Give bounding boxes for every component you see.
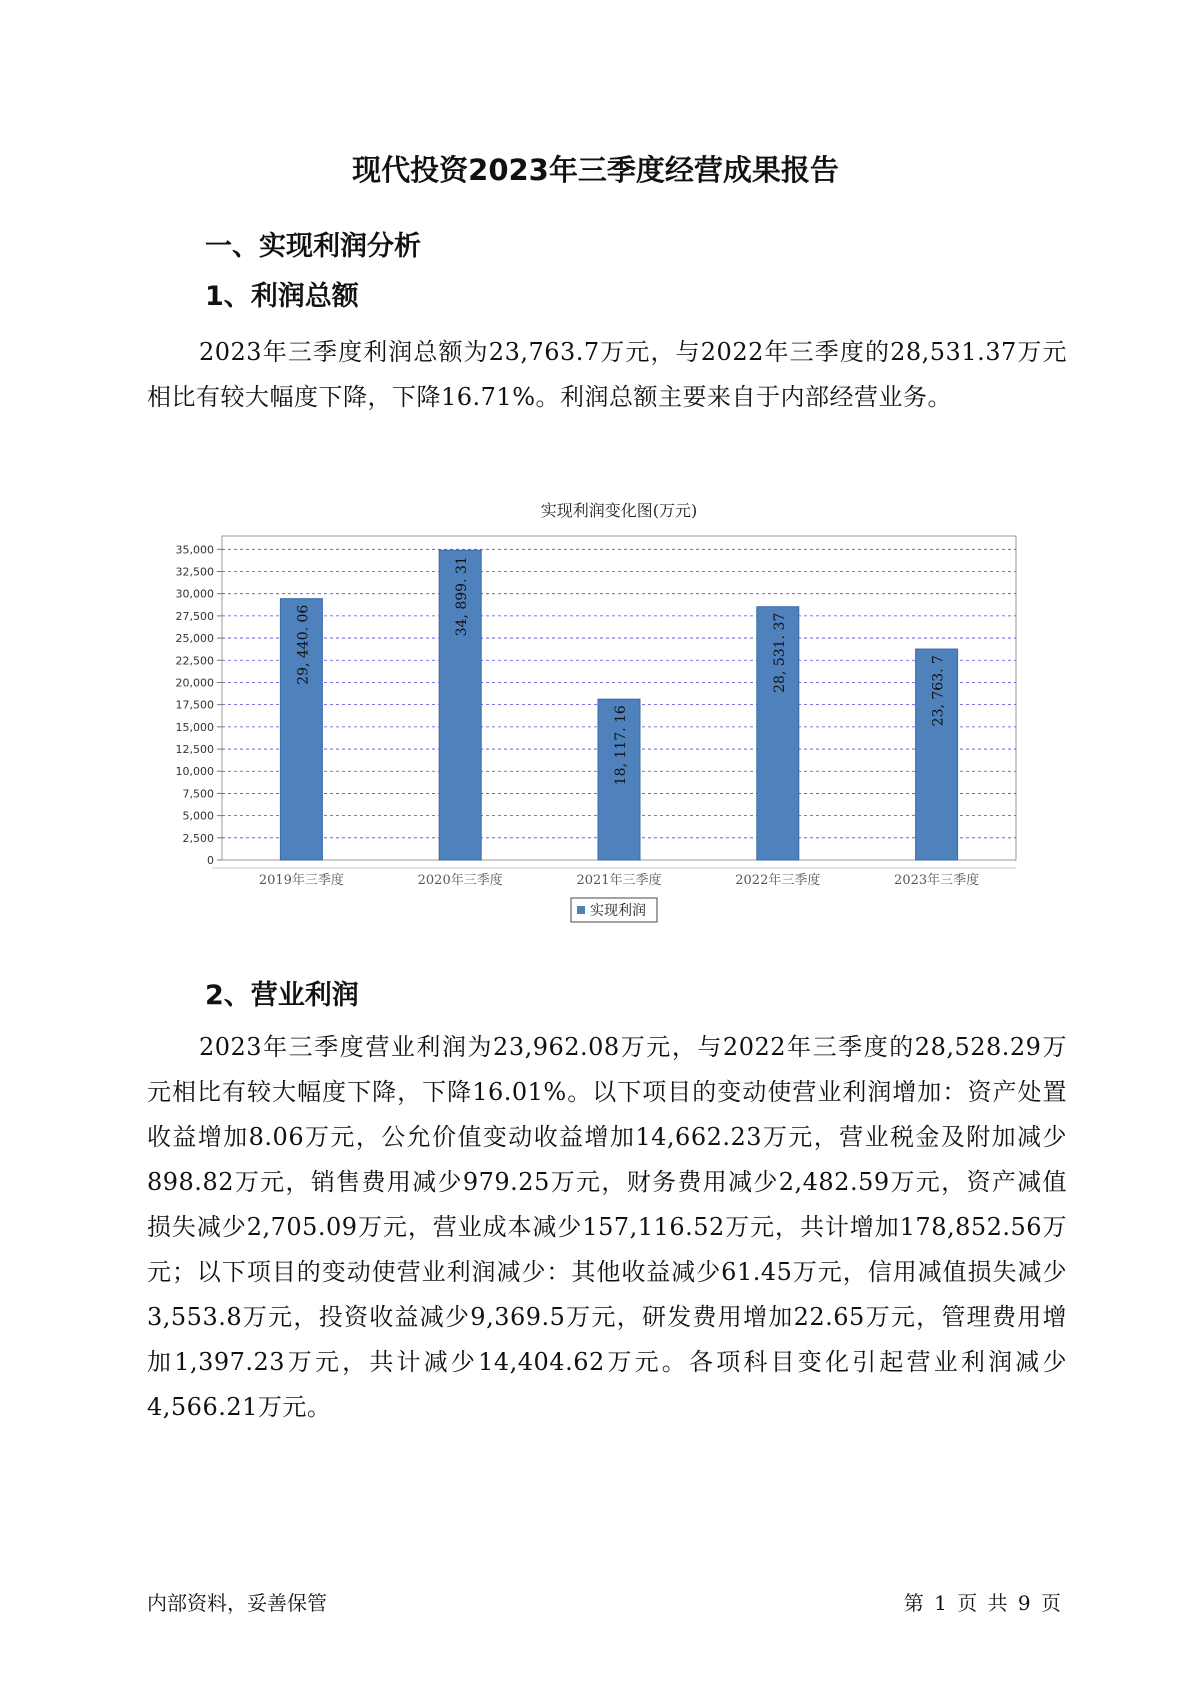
paragraph-operating-profit: 2023年三季度营业利润为23,962.08万元，与2022年三季度的28,528.29万元相比有较大幅度下降，下降16.01%。以下项目的变动使营业利润增加：资产处置收益增加8.06万元，公允价值变动收益增加14,662.23万元，营业税金及附加减少898.82万元，销售费用减少979.25万元，财务费用减少2,482.59万元，资产减值损失减少2,705.09万元，营业成本减少157,116.52万元，共计增加178,852.56万元；以下项目的变动使营业利润减少：其他收益减少61.45万元，信用减值损失减少3,553.8万元，投资收益减少9,369.5万元，研发费用增加22.65万元，管理费用增加1,397.23万元，共计减少14,404.62万元。各项科目变化引起营业利润减少4,566.21万元。 — [147, 1033, 1067, 1421]
bar-data-label: 23, 763. 7 — [930, 655, 947, 727]
x-tick-label: 2021年三季度 — [576, 873, 662, 888]
y-tick-label: 7,500 — [182, 787, 214, 801]
bar-data-label: 28, 531. 37 — [771, 612, 788, 693]
report-title: 现代投资2023年三季度经营成果报告 — [352, 153, 839, 187]
y-tick-label: 2,500 — [182, 831, 214, 845]
y-tick-label: 30,000 — [175, 587, 214, 601]
x-tick-label: 2023年三季度 — [894, 873, 980, 888]
y-tick-label: 35,000 — [175, 543, 214, 557]
y-tick-label: 20,000 — [175, 676, 214, 690]
subsection-heading-operating-profit: 2、营业利润 — [205, 980, 359, 1011]
y-tick-label: 15,000 — [175, 720, 214, 734]
profit-bar-chart — [160, 490, 1030, 950]
y-tick-label: 25,000 — [175, 632, 214, 646]
y-tick-label: 27,500 — [175, 609, 214, 623]
x-tick-label: 2022年三季度 — [735, 873, 821, 888]
legend-swatch — [577, 906, 585, 914]
chart-svg — [160, 490, 1030, 950]
footer-page-number: 第 1 页 共 9 页 — [903, 1591, 1061, 1615]
y-tick-label: 17,500 — [175, 698, 214, 712]
paragraph-total-profit: 2023年三季度利润总额为23,763.7万元，与2022年三季度的28,531.37万元相比有较大幅度下降，下降16.71%。利润总额主要来自于内部经营业务。 — [147, 338, 1067, 411]
y-tick-label: 0 — [207, 854, 214, 867]
x-tick-label: 2020年三季度 — [417, 873, 503, 888]
y-tick-label: 12,500 — [175, 743, 214, 757]
footer-confidential: 内部资料，妥善保管 — [147, 1591, 327, 1615]
subsection-heading-total-profit: 1、利润总额 — [205, 281, 359, 312]
y-tick-label: 5,000 — [182, 809, 214, 823]
y-tick-label: 32,500 — [175, 565, 214, 579]
bar-data-label: 18, 117. 16 — [613, 705, 629, 786]
y-tick-label: 22,500 — [175, 654, 214, 668]
y-tick-label: 10,000 — [175, 765, 214, 779]
bar-data-label: 34, 899. 31 — [454, 556, 471, 637]
x-tick-label: 2019年三季度 — [258, 873, 344, 888]
section-heading: 一、实现利润分析 — [205, 231, 421, 262]
legend-label: 实现利润 — [590, 903, 646, 919]
chart-title: 实现利润变化图(万元) — [540, 501, 698, 520]
bar-data-label: 29, 440. 06 — [295, 604, 312, 685]
